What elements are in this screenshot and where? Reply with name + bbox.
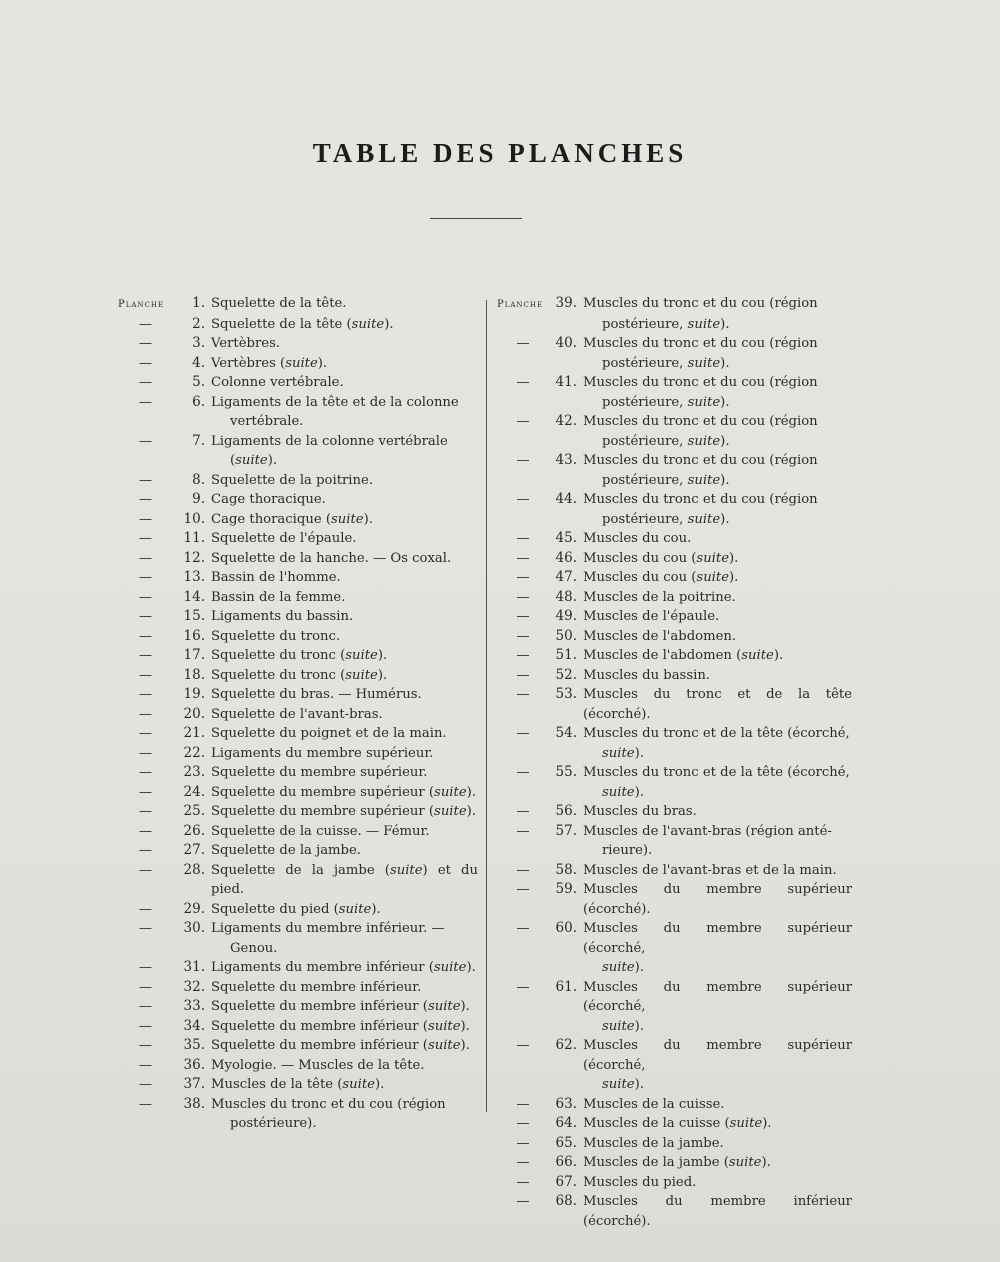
plate-title: Ligaments du bassin. [211, 609, 354, 624]
plate-number: 7. [192, 432, 205, 449]
plate-number: 5. [192, 374, 205, 390]
plate-title: Squelette du tronc. [211, 628, 341, 644]
plate-entry [118, 978, 478, 998]
ditto-dash: — [138, 687, 153, 702]
plate-number: 26. [183, 822, 205, 839]
plate-number: 1. [192, 295, 205, 311]
plate-number: 42. [555, 413, 577, 429]
ditto-dash: — [138, 706, 153, 722]
plate-number: 32. [183, 978, 205, 995]
ditto-dash: — [516, 979, 530, 995]
plate-entry [118, 685, 478, 705]
plate-number: 23. [183, 764, 205, 780]
plate-entry [118, 724, 478, 744]
plate-entry [497, 880, 852, 919]
plate-entry [118, 900, 478, 920]
plate-number: 56. [555, 803, 577, 819]
plate-title: Muscles du tronc et du cou (région [583, 453, 818, 468]
plate-title: Muscles du tronc et du cou (région [583, 492, 818, 507]
left-column [118, 294, 478, 1134]
plate-title: Muscles de la tête (suite). [211, 1077, 385, 1092]
ditto-dash: — [138, 375, 153, 390]
plate-title: Squelette du membre supérieur. [211, 765, 428, 780]
ditto-dash: — [138, 901, 153, 917]
plate-number: 67. [555, 1173, 577, 1190]
ditto-dash: — [516, 570, 530, 585]
plate-title: Muscles de l'avant-bras (région anté- [583, 823, 832, 839]
plate-title: Muscles du tronc et du cou (région [211, 1096, 446, 1112]
plate-title: Cage thoracique. [211, 492, 326, 507]
plate-title: Muscles du membre inférieur (écorché). [583, 1194, 852, 1229]
ditto-dash: — [516, 1155, 530, 1170]
ditto-dash: — [516, 667, 530, 683]
plate-entry [497, 763, 852, 802]
plate-number: 58. [555, 861, 577, 878]
ditto-dash: — [516, 648, 530, 663]
plate-number: 18. [183, 666, 205, 683]
plate-title: Muscles du bras. [583, 804, 697, 819]
plate-title-continuation: postérieure). [230, 1116, 317, 1131]
plate-title: Squelette de la tête (suite). [211, 316, 394, 332]
plate-title: Squelette du membre inférieur (suite). [211, 1018, 470, 1034]
plate-title: Squelette du membre inférieur (suite). [211, 999, 470, 1014]
plate-number: 48. [555, 588, 577, 605]
plate-entry [118, 1095, 478, 1134]
plate-entry [118, 861, 478, 900]
plate-number: 21. [183, 725, 205, 741]
ditto-dash: — [516, 414, 530, 429]
plate-entry [118, 666, 478, 686]
plate-title: Muscles du membre supérieur (écorché). [583, 882, 852, 917]
plate-title: Muscles de la cuisse (suite). [583, 1116, 772, 1131]
plate-title-continuation: postérieure, suite). [602, 316, 730, 332]
plate-entry [118, 744, 478, 764]
plate-number: 36. [183, 1056, 205, 1073]
ditto-dash: — [516, 862, 530, 878]
plate-title: Vertèbres. [211, 336, 281, 351]
plate-entry [497, 412, 852, 451]
plate-entry [118, 432, 478, 471]
ditto-dash: — [516, 765, 530, 780]
ditto-dash: — [516, 1174, 530, 1190]
plate-entry [497, 607, 852, 627]
ditto-dash: — [138, 765, 153, 780]
plate-entry [497, 294, 852, 334]
plate-entry [118, 958, 478, 978]
plate-label: Planche [118, 299, 165, 310]
ditto-dash: — [138, 511, 153, 527]
ditto-dash: — [138, 784, 153, 800]
plate-entry [497, 490, 852, 529]
ditto-dash: — [138, 999, 153, 1014]
ditto-dash: — [516, 687, 530, 702]
ditto-dash: — [138, 726, 153, 741]
plate-title: Muscles du cou (suite). [583, 550, 739, 566]
plate-entry [497, 1153, 852, 1173]
plate-entry [497, 802, 852, 822]
plate-title: Muscles du pied. [583, 1174, 697, 1190]
plate-number: 54. [555, 725, 577, 741]
plate-number: 29. [183, 900, 205, 917]
plate-entry [118, 1056, 478, 1076]
plate-title: Muscles du tronc et du cou (région [583, 414, 818, 429]
ditto-dash: — [516, 823, 530, 839]
plate-title: Ligaments de la colonne vertébrale [211, 433, 448, 449]
plate-title: Ligaments de la tête et de la colonne [211, 394, 459, 410]
plate-title: Squelette de la jambe. [211, 843, 361, 858]
plate-title: Squelette de la poitrine. [211, 472, 374, 488]
plate-entry [118, 1017, 478, 1037]
plate-title-continuation: suite). [602, 784, 644, 800]
plate-title-continuation: suite). [602, 1077, 644, 1092]
plate-title: Muscles du membre supérieur (écorché, [583, 921, 852, 956]
ditto-dash: — [138, 492, 153, 507]
plate-title: Vertèbres (suite). [211, 355, 328, 371]
plate-title: Squelette du tronc (suite). [211, 648, 388, 663]
ditto-dash: — [516, 550, 530, 566]
plate-title: Squelette du membre inférieur (suite). [211, 1038, 470, 1053]
ditto-dash: — [516, 531, 530, 546]
plate-number: 44. [555, 491, 577, 507]
plate-title-continuation: postérieure, suite). [602, 394, 730, 410]
plate-title: Muscles du membre supérieur (écorché, [583, 979, 852, 1014]
plate-number: 4. [192, 354, 205, 371]
plate-title: Cage thoracique (suite). [211, 511, 373, 527]
plate-title-continuation: suite). [602, 960, 644, 975]
ditto-dash: — [138, 745, 153, 761]
plate-entry [497, 373, 852, 412]
ditto-dash: — [138, 628, 153, 644]
plate-title-continuation: (suite). [230, 453, 278, 468]
ditto-dash: — [138, 550, 153, 566]
plate-number: 30. [183, 920, 205, 936]
plate-entry [497, 588, 852, 608]
ditto-dash: — [516, 453, 530, 468]
plate-number: 50. [555, 627, 577, 644]
ditto-dash: — [516, 882, 530, 897]
plate-number: 41. [555, 374, 577, 390]
plate-number: 11. [183, 530, 205, 546]
ditto-dash: — [516, 336, 530, 351]
plate-entry [118, 783, 478, 803]
plate-title: Squelette du membre supérieur (suite). [211, 784, 476, 800]
plate-number: 14. [183, 588, 205, 605]
plate-number: 52. [555, 666, 577, 683]
plate-entry [497, 568, 852, 588]
plate-entry [118, 393, 478, 432]
ditto-dash: — [138, 1018, 153, 1034]
plate-title: Squelette de l'épaule. [211, 531, 357, 546]
plate-entry [118, 763, 478, 783]
plate-number: 49. [555, 608, 577, 624]
plate-number: 10. [183, 510, 205, 527]
plate-number: 6. [192, 393, 205, 410]
ditto-dash: — [516, 726, 530, 741]
plate-title: Muscles du cou (suite). [583, 570, 739, 585]
ditto-dash: — [516, 589, 530, 605]
plate-title-continuation: vertébrale. [230, 414, 304, 429]
plate-title: Muscles de l'abdomen. [583, 628, 737, 644]
ditto-dash: — [138, 1038, 153, 1053]
plate-number: 13. [183, 569, 205, 585]
plate-number: 28. [183, 861, 205, 878]
plate-number: 63. [555, 1095, 577, 1112]
plate-number: 9. [192, 491, 205, 507]
plate-entry [118, 997, 478, 1017]
plate-entry [118, 490, 478, 510]
plate-entry [118, 646, 478, 666]
plate-number: 53. [555, 686, 577, 702]
plate-entry [497, 1134, 852, 1154]
plate-number: 60. [555, 920, 577, 936]
plate-number: 47. [555, 569, 577, 585]
plate-number: 55. [555, 764, 577, 780]
plate-entry [118, 315, 478, 335]
plate-title: Squelette de la jambe (suite) et du pied. [211, 862, 478, 897]
plate-number: 62. [555, 1037, 577, 1053]
plate-entry [497, 529, 852, 549]
plate-title-continuation: postérieure, suite). [602, 511, 730, 527]
plate-entry [118, 334, 478, 354]
plate-entry [497, 685, 852, 724]
plate-number: 43. [555, 452, 577, 468]
plate-number: 24. [183, 783, 205, 800]
plate-entry [497, 627, 852, 647]
plate-number: 35. [183, 1037, 205, 1053]
plate-entry [118, 529, 478, 549]
ditto-dash: — [516, 1194, 530, 1209]
plate-entry [497, 919, 852, 978]
plate-title: Bassin de l'homme. [211, 570, 341, 585]
plate-entry [497, 978, 852, 1037]
ditto-dash: — [138, 355, 153, 371]
plate-entry [118, 841, 478, 861]
plate-entry [497, 1192, 852, 1231]
plate-title-continuation: suite). [602, 745, 644, 761]
ditto-dash: — [138, 804, 153, 819]
plate-title: Muscles du tronc et de la tête (écorché, [583, 726, 850, 741]
plate-number: 34. [183, 1017, 205, 1034]
plate-entry [497, 666, 852, 686]
ditto-dash: — [516, 628, 530, 644]
ditto-dash: — [516, 375, 530, 390]
plate-entry [118, 294, 478, 315]
plate-entry [497, 549, 852, 569]
plate-title-continuation: Genou. [230, 940, 278, 956]
plate-title: Squelette de l'avant-bras. [211, 706, 383, 722]
plate-entry [118, 471, 478, 491]
ditto-dash: — [138, 667, 153, 683]
ditto-dash: — [138, 1096, 153, 1112]
plate-entry [497, 1095, 852, 1115]
plate-entry [118, 822, 478, 842]
plate-number: 38. [183, 1095, 205, 1112]
plate-number: 8. [192, 471, 205, 488]
plate-title: Squelette du tronc (suite). [211, 667, 388, 683]
ditto-dash: — [138, 979, 153, 995]
plate-entry [118, 549, 478, 569]
plate-number: 25. [183, 803, 205, 819]
plate-title: Muscles du tronc et du cou (région [583, 375, 818, 390]
plate-label: Planche [497, 299, 544, 310]
ditto-dash: — [516, 804, 530, 819]
ditto-dash: — [138, 843, 153, 858]
plate-title-continuation: postérieure, suite). [602, 355, 730, 371]
plate-entry [497, 451, 852, 490]
plate-entry [118, 705, 478, 725]
ditto-dash: — [516, 1096, 530, 1112]
ditto-dash: — [138, 1057, 153, 1073]
plate-entry [118, 607, 478, 627]
plate-entry [118, 919, 478, 958]
plate-number: 33. [183, 998, 205, 1014]
plate-number: 15. [183, 608, 205, 624]
plate-title: Squelette de la hanche. — Os coxal. [211, 550, 452, 566]
plate-number: 57. [555, 822, 577, 839]
right-column [497, 294, 852, 1231]
plate-number: 45. [555, 530, 577, 546]
plate-number: 2. [192, 315, 205, 332]
title-rule [430, 218, 522, 219]
plate-entry [497, 724, 852, 763]
ditto-dash: — [138, 862, 153, 878]
plate-number: 31. [183, 959, 205, 975]
page-title: TABLE DES PLANCHES [312, 138, 688, 168]
plate-number: 40. [555, 335, 577, 351]
plate-title: Colonne vertébrale. [211, 375, 344, 390]
plate-title-continuation: suite). [602, 1018, 644, 1034]
plate-title: Bassin de la femme. [211, 589, 346, 605]
plate-number: 22. [183, 744, 205, 761]
ditto-dash: — [516, 1116, 530, 1131]
plate-entry [118, 373, 478, 393]
plate-entry [118, 627, 478, 647]
plate-title: Squelette du membre inférieur. [211, 979, 422, 995]
ditto-dash: — [138, 609, 153, 624]
plate-number: 64. [555, 1115, 577, 1131]
plate-title: Squelette du membre supérieur (suite). [211, 804, 476, 819]
plate-title: Squelette de la tête. [211, 296, 347, 311]
plate-title: Muscles de la jambe. [583, 1135, 724, 1151]
plate-entry [118, 354, 478, 374]
ditto-dash: — [138, 960, 153, 975]
plate-title: Ligaments du membre supérieur. [211, 745, 434, 761]
ditto-dash: — [138, 336, 153, 351]
plate-title-continuation: postérieure, suite). [602, 472, 730, 488]
plate-title: Muscles du tronc et du cou (région [583, 296, 818, 311]
plate-title: Muscles du tronc et du cou (région [583, 336, 818, 351]
plate-number: 17. [183, 647, 205, 663]
ditto-dash: — [138, 570, 153, 585]
plate-entry [497, 822, 852, 861]
plate-entry [497, 861, 852, 881]
ditto-dash: — [138, 823, 153, 839]
column-divider [486, 300, 487, 1112]
plate-title: Squelette du pied (suite). [211, 901, 381, 917]
plate-entry [497, 334, 852, 373]
ditto-dash: — [138, 589, 153, 605]
ditto-dash: — [138, 394, 153, 410]
plate-entry [497, 1173, 852, 1193]
ditto-dash: — [138, 1077, 153, 1092]
plate-title: Muscles du tronc et de la tête (écorché). [583, 687, 852, 722]
ditto-dash: — [138, 921, 153, 936]
ditto-dash: — [516, 492, 530, 507]
plate-title: Muscles du membre supérieur (écorché, [583, 1038, 852, 1073]
plate-title: Muscles du tronc et de la tête (écorché, [583, 765, 850, 780]
plate-title: Muscles de la cuisse. [583, 1096, 725, 1112]
plate-title: Muscles de la jambe (suite). [583, 1155, 771, 1170]
plate-number: 65. [555, 1134, 577, 1151]
plate-title: Muscles de l'épaule. [583, 609, 720, 624]
plate-number: 61. [555, 978, 577, 995]
plate-number: 51. [555, 647, 577, 663]
plate-number: 19. [183, 686, 205, 702]
plate-title-continuation: postérieure, suite). [602, 433, 730, 449]
plate-entry [118, 568, 478, 588]
ditto-dash: — [138, 433, 153, 449]
plate-entry [118, 1075, 478, 1095]
plate-number: 59. [555, 881, 577, 897]
plate-number: 27. [183, 842, 205, 858]
ditto-dash: — [516, 1038, 530, 1053]
ditto-dash: — [138, 648, 153, 663]
plate-title: Muscles de l'abdomen (suite). [583, 648, 784, 663]
plate-entry [497, 646, 852, 666]
plate-entry [118, 802, 478, 822]
ditto-dash: — [516, 921, 530, 936]
plate-entry [497, 1036, 852, 1095]
plate-number: 20. [183, 705, 205, 722]
plate-number: 37. [183, 1076, 205, 1092]
plate-entry [118, 510, 478, 530]
plate-number: 3. [192, 335, 205, 351]
ditto-dash: — [516, 609, 530, 624]
plate-number: 39. [555, 295, 577, 311]
plate-title: Muscles du bassin. [583, 667, 711, 683]
plate-entry [118, 588, 478, 608]
plate-title: Muscles du cou. [583, 531, 692, 546]
ditto-dash: — [138, 316, 153, 332]
plate-title: Ligaments du membre inférieur (suite). [211, 960, 476, 975]
ditto-dash: — [138, 531, 153, 546]
plate-number: 66. [555, 1154, 577, 1170]
plate-number: 12. [183, 549, 205, 566]
plate-number: 68. [555, 1193, 577, 1209]
plate-title: Squelette de la cuisse. — Fémur. [211, 823, 430, 839]
ditto-dash: — [516, 1135, 530, 1151]
plate-title: Ligaments du membre inférieur. — [211, 921, 445, 936]
plate-title: Muscles de la poitrine. [583, 589, 736, 605]
plate-title-continuation: rieure). [602, 843, 653, 858]
plate-entry [118, 1036, 478, 1056]
plate-title: Squelette du poignet et de la main. [211, 726, 447, 741]
ditto-dash: — [138, 472, 153, 488]
plate-number: 46. [555, 549, 577, 566]
plate-entry [497, 1114, 852, 1134]
plate-title: Squelette du bras. — Humérus. [211, 687, 422, 702]
plate-title: Myologie. — Muscles de la tête. [211, 1057, 425, 1073]
plate-number: 16. [183, 627, 205, 644]
plate-title: Muscles de l'avant-bras et de la main. [583, 862, 837, 878]
